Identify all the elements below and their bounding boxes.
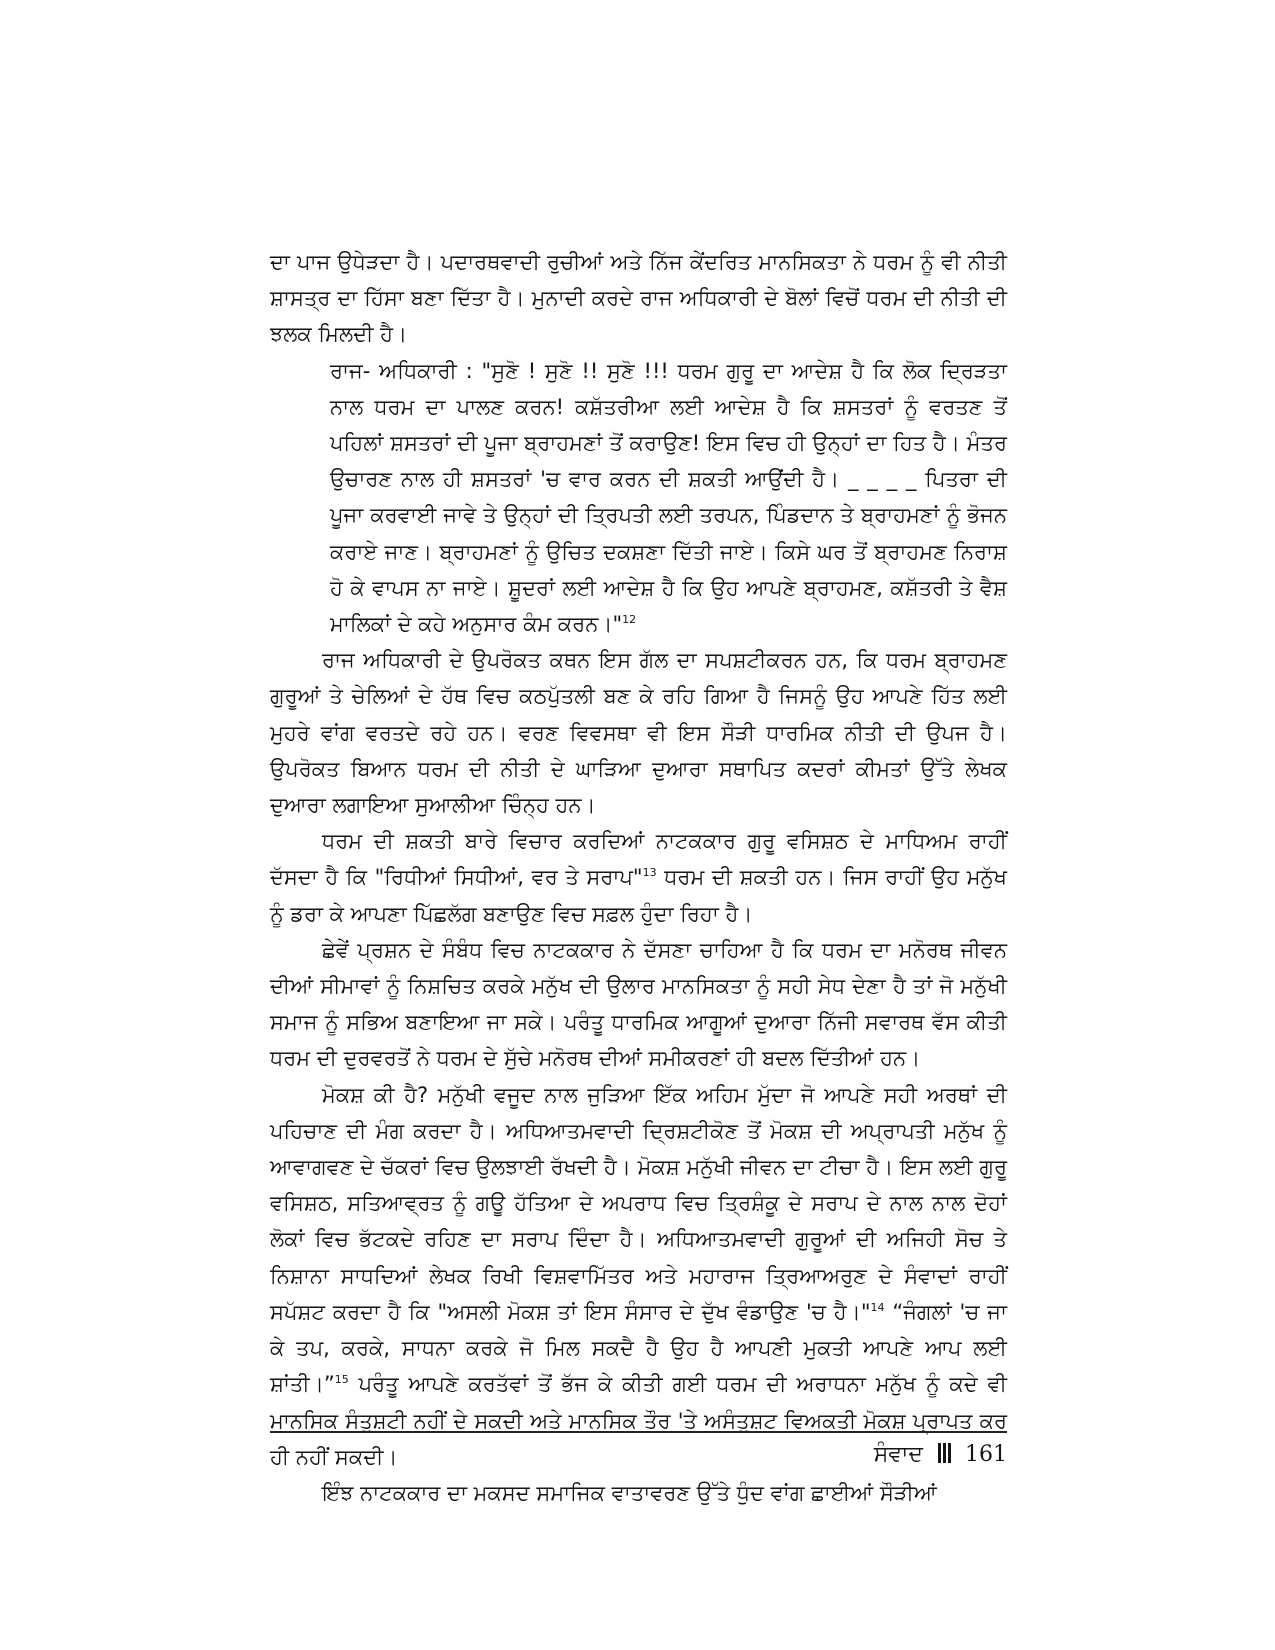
block-quote [270, 353, 1007, 643]
quote-text: ਰਾਜ- ਅਧਿਕਾਰੀ : "ਸੁਣੋ ! ਸੁਣੋ !! ਸੁਣੋ !!! ਧਰਮ ਗੁਰੂ ਦਾ ਆਦੇਸ਼ ਹੈ ਕਿ ਲੋਕ ਦ੍ਰਿੜਤਾ ਨਾਲ ਧਰਮ ਦਾ ਪਾਲਣ ਕਰਨ! ਕਸ਼ੱਤਰੀਆ ਲਈ ਆਦੇਸ਼ ਹੈ ਕਿ ਸ਼ਸਤਰਾਂ ਨੂੰ ਵਰਤਣ ਤੋਂ ਪਹਿਲਾਂ ਸ਼ਸਤਰਾਂ ਦੀ ਪੂਜਾ ਬ੍ਰਾਹਮਣਾਂ ਤੋਂ ਕਰਾਉਣ! ਇਸ ਵਿਚ ਹੀ ਉਨ੍ਹਾਂ ਦਾ ਹਿਤ ਹੈ। ਮੰਤਰ ਉਚਾਰਣ ਨਾਲ ਹੀ ਸ਼ਸਤਰਾਂ 'ਚ ਵਾਰ ਕਰਨ ਦੀ ਸ਼ਕਤੀ ਆਉਂਦੀ ਹੈ। _ _ _ _ ਪਿਤਰਾ ਦੀ ਪੂਜਾ ਕਰਵਾਈ ਜਾਵੇ ਤੇ ਉਨ੍ਹਾਂ ਦੀ ਤ੍ਰਿਪਤੀ ਲਈ ਤਰਪਨ, ਪਿੰਡਦਾਨ ਤੇ ਬ੍ਰਾਹਮਣਾਂ ਨੂੰ ਭੋਜਨ ਕਰਾਏ ਜਾਣ। ਬ੍ਰਾਹਮਣਾਂ ਨੂੰ ਉਚਿਤ ਦਕਸ਼ਣਾ ਦਿੱਤੀ ਜਾਏ। ਕਿਸੇ ਘਰ ਤੋਂ ਬ੍ਰਾਹਮਣ ਨਿਰਾਸ਼ ਹੋ ਕੇ ਵਾਪਸ ਨਾ ਜਾਏ। ਸ਼ੂਦਰਾਂ ਲਈ ਆਦੇਸ਼ ਹੈ ਕਿ ਉਹ ਆਪਣੇ ਬ੍ਰਾਹਮਣ, ਕਸ਼ੱਤਰੀ ਤੇ ਵੈਸ਼ ਮਾਲਿਕਾਂ ਦੇ ਕਹੇ ਅਨੁਸਾਰ ਕੰਮ ਕਰਨ।" [330, 358, 1007, 637]
journal-name: ਸੰਵਾਦ [873, 1442, 923, 1467]
paragraph-3 [270, 823, 1007, 932]
page-number: 161 [965, 1442, 1007, 1467]
footnote-ref-14: 14 [870, 1300, 885, 1314]
footer-rule [270, 1431, 1007, 1433]
footnote-ref-12: 12 [622, 613, 637, 627]
paragraph-3-text-b: ਧਰਮ ਦੀ ਸ਼ਕਤੀ ਹਨ। ਜਿਸ ਰਾਹੀਂ ਉਹ ਮਨੁੱਖ ਨੂੰ ਡਰਾ ਕੇ ਆਪਣਾ ਪਿੱਛਲੱਗ ਬਣਾਉਣ ਵਿਚ ਸਫ਼ਲ ਹੁੰਦਾ ਰਿਹਾ ਹੈ। [270, 865, 1007, 926]
page-body [270, 244, 1007, 1511]
footnote-ref-13: 13 [642, 866, 657, 880]
separator-bars-icon [938, 1443, 952, 1463]
paragraph-5 [270, 1077, 1007, 1475]
paragraph-2: ਰਾਜ ਅਧਿਕਾਰੀ ਦੇ ਉਪਰੋਕਤ ਕਥਨ ਇਸ ਗੱਲ ਦਾ ਸਪਸ਼ਟੀਕਰਨ ਹਨ, ਕਿ ਧਰਮ ਬ੍ਰਾਹਮਣ ਗੁਰੂਆਂ ਤੇ ਚੇਲਿਆਂ ਦੇ ਹੱਥ ਵਿਚ ਕਠਪੁੱਤਲੀ ਬਣ ਕੇ ਰਹਿ ਗਿਆ ਹੈ ਜਿਸਨੂੰ ਉਹ ਆਪਣੇ ਹਿੱਤ ਲਈ ਮੁਹਰੇ ਵਾਂਗ ਵਰਤਦੇ ਰਹੇ ਹਨ। ਵਰਣ ਵਿਵਸਥਾ ਵੀ ਇਸ ਸੌੜੀ ਧਾਰਮਿਕ ਨੀਤੀ ਦੀ ਉਪਜ ਹੈ। ਉਪਰੋਕਤ ਬਿਆਨ ਧਰਮ ਦੀ ਨੀਤੀ ਦੇ ਘਾੜਿਆ ਦੁਆਰਾ ਸਥਾਪਿਤ ਕਦਰਾਂ ਕੀਮਤਾਂ ਉੱਤੇ ਲੇਖਕ ਦੁਆਰਾ ਲਗਾਇਆ ਸੁਆਲੀਆ ਚਿੰਨ੍ਹ ਹਨ। [270, 648, 1007, 818]
page-footer [874, 1440, 1007, 1470]
paragraph-4: ਛੇਵੇਂ ਪ੍ਰਸ਼ਨ ਦੇ ਸੰਬੰਧ ਵਿਚ ਨਾਟਕਕਾਰ ਨੇ ਦੱਸਣਾ ਚਾਹਿਆ ਹੈ ਕਿ ਧਰਮ ਦਾ ਮਨੋਰਥ ਜੀਵਨ ਦੀਆਂ ਸੀਮਾਵਾਂ ਨੂੰ ਨਿਸ਼ਚਿਤ ਕਰਕੇ ਮਨੁੱਖ ਦੀ ਉਲਾਰ ਮਾਨਸਿਕਤਾ ਨੂੰ ਸਹੀ ਸੇਧ ਦੇਣਾ ਹੈ ਤਾਂ ਜੋ ਮਨੁੱਖੀ ਸਮਾਜ ਨੂੰ ਸਭਿਅ ਬਣਾਇਆ ਜਾ ਸਕੇ। ਪਰੰਤੂ ਧਾਰਮਿਕ ਆਗੂਆਂ ਦੁਆਰਾ ਨਿੱਜੀ ਸਵਾਰਥ ਵੱਸ ਕੀਤੀ ਧਰਮ ਦੀ ਦੁਰਵਰਤੋਂ ਨੇ ਧਰਮ ਦੇ ਸੁੱਚੇ ਮਨੋਰਥ ਦੀਆਂ ਸਮੀਕਰਣਾਂ ਹੀ ਬਦਲ ਦਿੱਤੀਆਂ ਹਨ। [270, 937, 1007, 1071]
paragraph-6: ਇੰਝ ਨਾਟਕਕਾਰ ਦਾ ਮਕਸਦ ਸਮਾਜਿਕ ਵਾਤਾਵਰਣ ਉੱਤੇ ਧੁੰਦ ਵਾਂਗ ਛਾਈਆਂ ਸੌੜੀਆਂ [322, 1480, 937, 1505]
paragraph-5-text-a: ਮੋਕਸ਼ ਕੀ ਹੈ? ਮਨੁੱਖੀ ਵਜੂਦ ਨਾਲ ਜੁੜਿਆ ਇੱਕ ਅਹਿਮ ਮੁੱਦਾ ਜੋ ਆਪਣੇ ਸਹੀ ਅਰਥਾਂ ਦੀ ਪਹਿਚਾਣ ਦੀ ਮੰਗ ਕਰਦਾ ਹੈ। ਅਧਿਆਤਮਵਾਦੀ ਦ੍ਰਿਸ਼ਟੀਕੋਣ ਤੋਂ ਮੋਕਸ਼ ਦੀ ਅਪ੍ਰਾਪਤੀ ਮਨੁੱਖ ਨੂੰ ਆਵਾਗਵਣ ਦੇ ਚੱਕਰਾਂ ਵਿਚ ਉਲਝਾਈ ਰੱਖਦੀ ਹੈ। ਮੋਕਸ਼ ਮਨੁੱਖੀ ਜੀਵਨ ਦਾ ਟੀਚਾ ਹੈ। ਇਸ ਲਈ ਗੁਰੂ ਵਸਿਸ਼ਠ, ਸਤਿਆਵ੍ਰਤ ਨੂੰ ਗਊ ਹੱਤਿਆ ਦੇ ਅਪਰਾਧ ਵਿਚ ਤ੍ਰਿਸ਼ੰਕੂ ਦੇ ਸਰਾਪ ਦੇ ਨਾਲ ਨਾਲ ਦੋਹਾਂ ਲੋਕਾਂ ਵਿਚ ਭੱਟਕਦੇ ਰਹਿਣ ਦਾ ਸਰਾਪ ਦਿੰਦਾ ਹੈ। ਅਧਿਆਤਮਵਾਦੀ ਗੁਰੂਆਂ ਦੀ ਅਜਿਹੀ ਸੋਚ ਤੇ ਨਿਸ਼ਾਨਾ ਸਾਧਦਿਆਂ ਲੇਖਕ ਰਿਖੀ ਵਿਸ਼ਵਾਮਿੱਤਰ ਅਤੇ ਮਹਾਰਾਜ ਤ੍ਰਿਆਅਰੁਣ ਦੇ ਸੰਵਾਦਾਂ ਰਾਹੀਂ ਸਪੱਸ਼ਟ ਕਰਦਾ ਹੈ ਕਿ "ਅਸਲੀ ਮੋਕਸ਼ ਤਾਂ ਇਸ ਸੰਸਾਰ ਦੇ ਦੁੱਖ ਵੰਡਾਉਣ 'ਚ ਹੈ।" [270, 1082, 1007, 1324]
paragraph-3-text-a: ਧਰਮ ਦੀ ਸ਼ਕਤੀ ਬਾਰੇ ਵਿਚਾਰ ਕਰਦਿਆਂ ਨਾਟਕਕਾਰ ਗੁਰੂ ਵਸਿਸ਼ਠ ਦੇ ਮਾਧਿਅਮ ਰਾਹੀਂ ਦੱਸਦਾ ਹੈ ਕਿ "ਰਿਧੀਆਂ ਸਿਧੀਆਂ, ਵਰ ਤੇ ਸਰਾਪ" [270, 829, 1007, 890]
paragraph-5-text-b: “ਜੰਗਲਾਂ 'ਚ ਜਾ ਕੇ ਤਪ, ਕਰਕੇ, ਸਾਧਨਾ ਕਰਕੇ ਜੋ ਮਿਲ ਸਕਦੈ ਹੈ ਉਹ ਹੈ ਆਪਣੀ ਮੁਕਤੀ ਆਪਣੇ ਆਪ ਲਈ ਸ਼ਾਂਤੀ।” [270, 1299, 1007, 1397]
footnote-ref-15: 15 [334, 1373, 349, 1387]
paragraph-5-text-c: ਪਰੰਤੂ ਆਪਣੇ ਕਰਤੱਵਾਂ ਤੋਂ ਭੱਜ ਕੇ ਕੀਤੀ ਗਈ ਧਰਮ ਦੀ ਅਰਾਧਨਾ ਮਨੁੱਖ ਨੂੰ ਕਦੇ ਵੀ ਮਾਨਸਿਕ ਸੰਤੁਸ਼ਟੀ ਨਹੀਂ ਦੇ ਸਕਦੀ ਅਤੇ ਮਾਨਸਿਕ ਤੌਰ 'ਤੇ ਅਸੰਤੁਸ਼ਟ ਵਿਅਕਤੀ ਮੋਕਸ਼ ਪ੍ਰਾਪਤ ਕਰ ਹੀ ਨਹੀਂ ਸਕਦੀ। [270, 1372, 1007, 1469]
paragraph-1: ਦਾ ਪਾਜ ਉਧੇੜਦਾ ਹੈ। ਪਦਾਰਥਵਾਦੀ ਰੁਚੀਆਂ ਅਤੇ ਨਿੱਜ ਕੇਂਦਰਿਤ ਮਾਨਸਿਕਤਾ ਨੇ ਧਰਮ ਨੂੰ ਵੀ ਨੀਤੀ ਸ਼ਾਸਤ੍ਰ ਦਾ ਹਿੱਸਾ ਬਣਾ ਦਿੱਤਾ ਹੈ। ਮੁਨਾਦੀ ਕਰਦੇ ਰਾਜ ਅਧਿਕਾਰੀ ਦੇ ਬੋਲਾਂ ਵਿਚੋਂ ਧਰਮ ਦੀ ਨੀਤੀ ਦੀ ਝਲਕ ਮਿਲਦੀ ਹੈ। [270, 250, 1007, 347]
